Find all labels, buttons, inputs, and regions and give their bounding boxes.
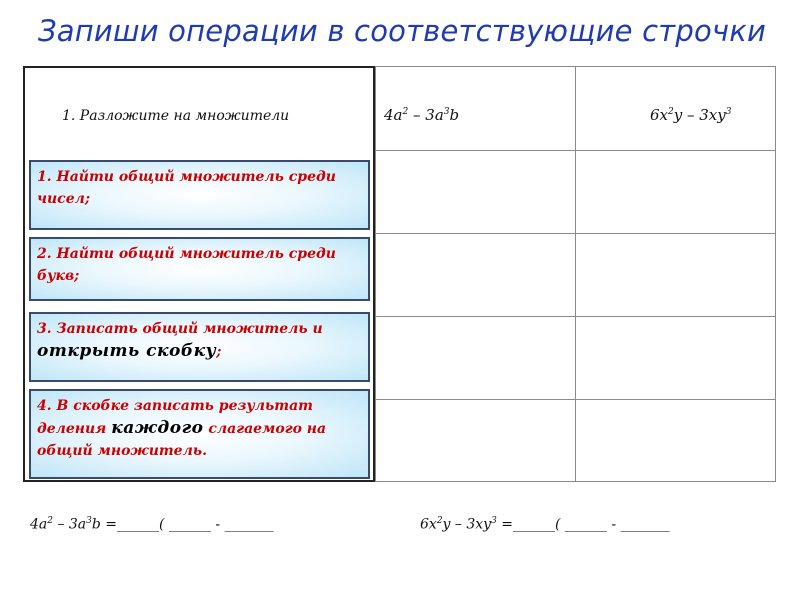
bottom-formula-2: $6x^2y - 3xy^3$ =______( ______ - _______ [420,516,670,533]
step-2-text: 2. Найти общий множитель среди букв; [37,246,336,284]
expression-2: $6x^2y - 3xy^3$ [650,106,732,124]
step-3-box: 3. Записать общий множитель и открыть скобку; [29,312,370,382]
step-1-text: 1. Найти общий множитель среди чисел; [37,169,336,207]
slide-title: Запиши операции в соответствующие строчки [38,14,767,48]
bottom-formula-1: $4a^2 - 3a^3b$ =______( ______ - _______ [30,516,274,533]
step-4-emphasis: каждого [111,418,204,438]
step-4-box: 4. В скобке записать результат деления каждого слагаемого на общий множитель. [29,389,370,479]
expression-1: $4a^2 - 3a^3b$ [384,106,460,124]
task-header: 1. Разложите на множители [62,108,290,124]
step-1-box [29,160,370,230]
step-3-emphasis: открыть скобку [37,341,217,361]
step-2-box [29,237,370,301]
